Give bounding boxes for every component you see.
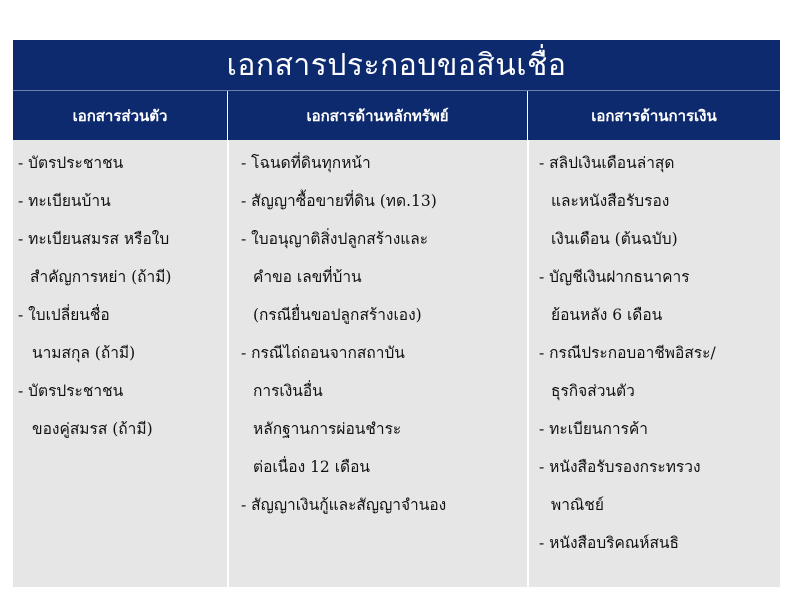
- list-item: - กรณีประกอบอาชีพอิสระ/: [539, 344, 716, 362]
- list-item: - สัญญาเงินกู้และสัญญาจำนอง: [241, 496, 447, 514]
- list-item: - สลิปเงินเดือนล่าสุด: [539, 154, 675, 172]
- list-item: พาณิชย์: [551, 496, 604, 514]
- list-item: - บัญชีเงินฝากธนาคาร: [539, 268, 690, 286]
- header-collateral-documents: เอกสารด้านหลักทรัพย์: [227, 91, 527, 141]
- table-header-row: [13, 90, 780, 141]
- list-item: - ใบอนุญาติสิ่งปลูกสร้างและ: [241, 230, 429, 248]
- list-item: - บัตรประชาชน: [18, 154, 124, 172]
- page-title-text: เอกสารประกอบขอสินเชื่อ: [226, 47, 567, 83]
- list-item: ของคู่สมรส (ถ้ามี): [32, 420, 153, 438]
- personal-documents-cell: [13, 140, 227, 587]
- header-personal-documents: เอกสารส่วนตัว: [13, 91, 227, 141]
- list-item: และหนังสือรับรอง: [551, 192, 670, 210]
- list-item: - กรณีไถ่ถอนจากสถาบัน: [241, 344, 405, 362]
- list-item: - โฉนดที่ดินทุกหน้า: [241, 154, 371, 172]
- header-financial-documents: เอกสารด้านการเงิน: [527, 91, 780, 141]
- list-item: - ทะเบียนบ้าน: [18, 192, 111, 210]
- list-item: - หนังสือบริคณห์สนธิ: [539, 534, 679, 552]
- list-item: - ทะเบียนสมรส หรือใบ: [18, 230, 170, 248]
- list-item: นามสกุล (ถ้ามี): [32, 344, 136, 362]
- list-item: สำคัญการหย่า (ถ้ามี): [30, 268, 172, 286]
- collateral-documents-cell: [227, 140, 527, 587]
- list-item: - ใบเปลี่ยนชื่อ: [18, 306, 110, 324]
- list-item: เงินเดือน (ต้นฉบับ): [551, 230, 678, 248]
- list-item: คำขอ เลขที่บ้าน: [253, 268, 362, 286]
- list-item: ย้อนหลัง 6 เดือน: [551, 306, 663, 324]
- list-item: ต่อเนื่อง 12 เดือน: [253, 458, 370, 476]
- financial-documents-cell: [527, 140, 780, 587]
- list-item: - สัญญาซื้อขายที่ดิน (ทด.13): [241, 192, 437, 210]
- list-item: - หนังสือรับรองกระทรวง: [539, 458, 701, 476]
- list-item: - ทะเบียนการค้า: [539, 420, 649, 438]
- page-title: [13, 40, 780, 90]
- list-item: ธุรกิจส่วนตัว: [551, 382, 635, 400]
- list-item: หลักฐานการผ่อนชำระ: [253, 420, 402, 438]
- list-item: การเงินอื่น: [253, 382, 323, 400]
- list-item: - บัตรประชาชน: [18, 382, 124, 400]
- table-body-row: [13, 140, 780, 587]
- list-item: (กรณียื่นขอปลูกสร้างเอง): [253, 306, 422, 324]
